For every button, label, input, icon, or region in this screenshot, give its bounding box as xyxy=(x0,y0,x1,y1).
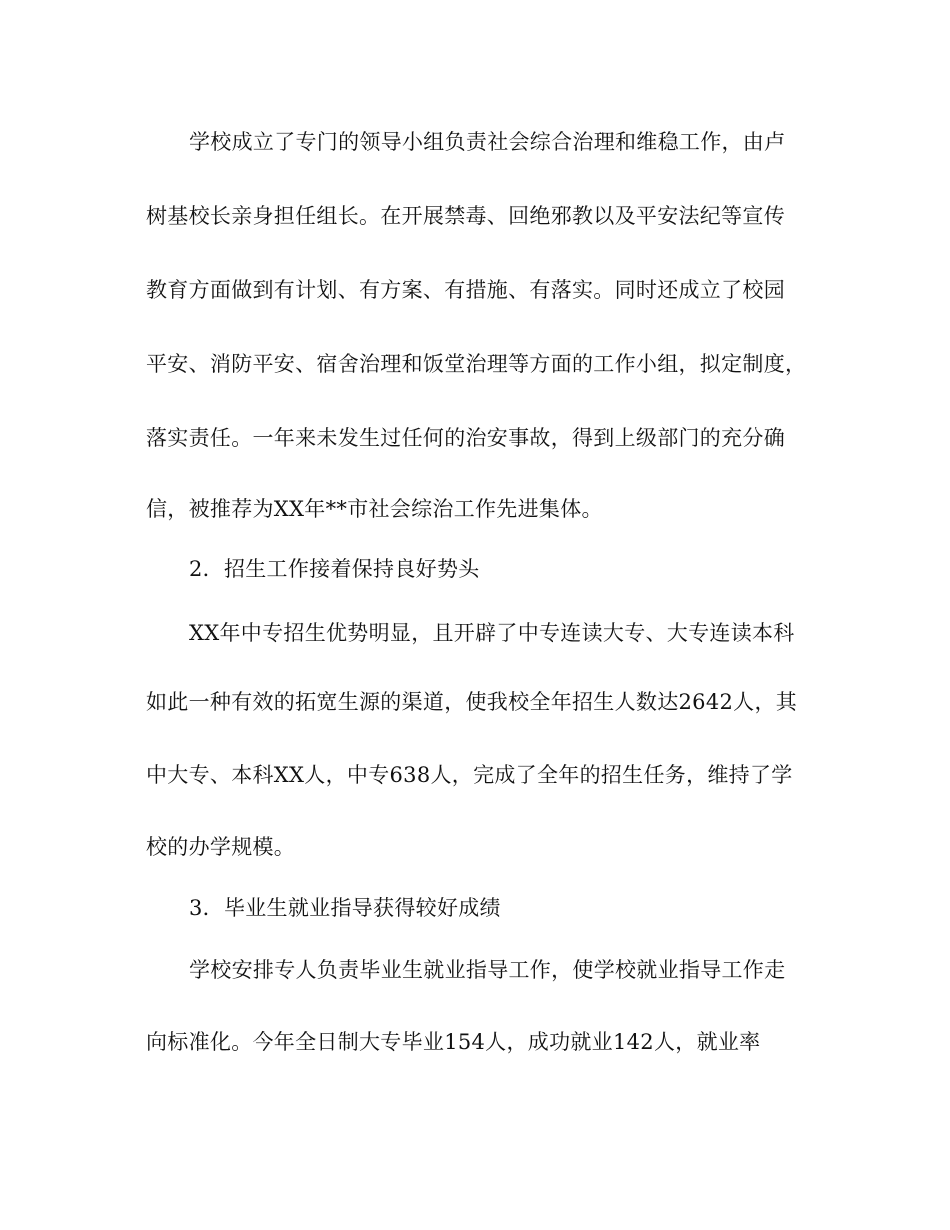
paragraph-2-line-4: 校的办学规模。 xyxy=(146,835,296,859)
paragraph-2-line-2: 如此一种有效的拓宽生源的渠道，使我校全年招生人数达2642人，其 xyxy=(146,690,798,714)
section-heading-2: 2．招生工作接着保持良好势头 xyxy=(189,557,480,581)
paragraph-1-line-1: 学校成立了专门的领导小组负责社会综合治理和维稳工作，由卢 xyxy=(189,130,786,154)
paragraph-1-line-3: 教育方面做到有计划、有方案、有措施、有落实。同时还成立了校园 xyxy=(146,278,785,302)
paragraph-1-line-6: 信，被推荐为XX年**市社会综治工作先进集体。 xyxy=(146,497,603,521)
section-heading-3: 3．毕业生就业指导获得较好成绩 xyxy=(189,896,501,920)
paragraph-1-line-2: 树基校长亲身担任组长。在开展禁毒、回绝邪教以及平安法纪等宣传 xyxy=(146,204,785,228)
paragraph-3-line-2: 向标准化。今年全日制大专毕业154人，成功就业142人，就业率 xyxy=(146,1030,761,1054)
paragraph-2-line-3: 中大专、本科XX人，中专638人，完成了全年的招生任务，维持了学 xyxy=(146,763,793,787)
paragraph-1-line-5: 落实责任。一年来未发生过任何的治安事故，得到上级部门的充分确 xyxy=(146,426,785,450)
paragraph-2-line-1: XX年中专招生优势明显，且开辟了中专连读大专、大专连读本科 xyxy=(189,621,795,645)
paragraph-1-line-4: 平安、消防平安、宿舍治理和饭堂治理等方面的工作小组，拟定制度， xyxy=(146,352,807,376)
paragraph-3-line-1: 学校安排专人负责毕业生就业指导工作，使学校就业指导工作走 xyxy=(189,958,786,982)
